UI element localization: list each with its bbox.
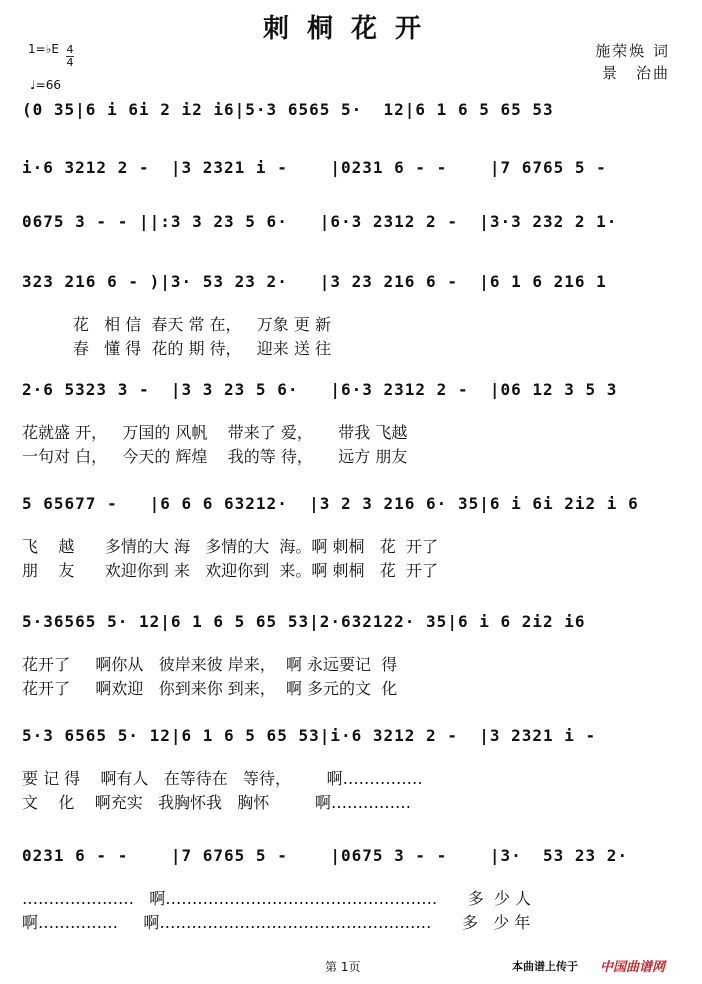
notation-line: 5·36565 5· 12|6 1 6 5 65 53|2·632122· 35|6 i 6 2i2 i6 [22, 612, 586, 631]
song-title: 刺桐花开 [262, 14, 439, 44]
notation-line: i·6 3212 2 - |3 2321 i - |0231 6 - - |7 6765 5 - [22, 158, 607, 177]
time-signature [66, 44, 74, 69]
lyric-line-2: 一句对 白， 今天的 辉煌 我的等 待， 远方 朋友 [22, 447, 408, 466]
lyric-line-2: 花开了 啊欢迎 你到来你 到来， 啊 多元的文 化 [22, 679, 398, 698]
lyricist-credit: 施荣焕 词 [595, 42, 670, 60]
key-signature: 1=♭E [28, 42, 59, 56]
lyric-line-1: 花开了 啊你从 彼岸来彼 岸来， 啊 永远要记 得 [22, 655, 398, 674]
composer-credit: 景 治曲 [601, 64, 670, 82]
notation-line: 5·3 6565 5· 12|6 1 6 5 65 53|i·6 3212 2 - |3 2321 i - [22, 726, 597, 745]
notation-line: 2·6 5323 3 - |3 3 23 5 6· |6·3 2312 2 - |06 12 3 5 3 [22, 380, 618, 399]
lyric-line-1: 飞 越 多情的大 海 多情的大 海。啊 刺桐 花 开了 [22, 537, 438, 556]
lyric-line-2: 文 化 啊充实 我胸怀我 胸怀 啊…………… [22, 793, 411, 812]
notation-line: 0675 3 - - ||:3 3 23 5 6· |6·3 2312 2 - |3·3 232 2 1· [22, 212, 618, 231]
lyric-line-1: ………………… 啊…………………………………………… 多 少 人 [22, 889, 532, 908]
lyric-line-1: 要 记 得 啊有人 在等待在 等待， 啊…………… [22, 769, 423, 788]
notation-line: 5 65677 - |6 6 6 63212· |3 2 3 216 6· 35|6 i 6i 2i2 i 6 [22, 494, 639, 513]
page-number: 第 1页 [325, 960, 361, 974]
notation-line: 323 216 6 - )|3· 53 23 2· |3 23 216 6 - |6 1 6 216 1 [22, 272, 607, 291]
lyric-line-1: 花就盛 开， 万国的 风帆 带来了 爱， 带我 飞越 [22, 423, 408, 442]
site-logo: 中国曲谱网 [600, 960, 666, 975]
notation-line: 0231 6 - - |7 6765 5 - |0675 3 - - |3· 53 23 2· [22, 846, 629, 865]
lyric-line-2: 春 懂 得 花的 期 待， 迎来 送 往 [22, 339, 331, 358]
upload-note: 本曲谱上传于 [512, 960, 578, 973]
lyric-line-2: 啊…………… 啊…………………………………………… 多 少 年 [22, 913, 531, 932]
tempo-marking: ♩=66 [30, 78, 61, 92]
meter-top: 4 [66, 43, 74, 56]
lyric-line-1: 花 相 信 春天 常 在， 万象 更 新 [22, 315, 331, 334]
meter-bottom: 4 [66, 56, 74, 69]
lyric-line-2: 朋 友 欢迎你到 来 欢迎你到 来。啊 刺桐 花 开了 [22, 561, 438, 580]
notation-line: (0 35|6 i 6i 2 i2 i6|5·3 6565 5· 12|6 1 6 5 65 53 [22, 100, 554, 119]
